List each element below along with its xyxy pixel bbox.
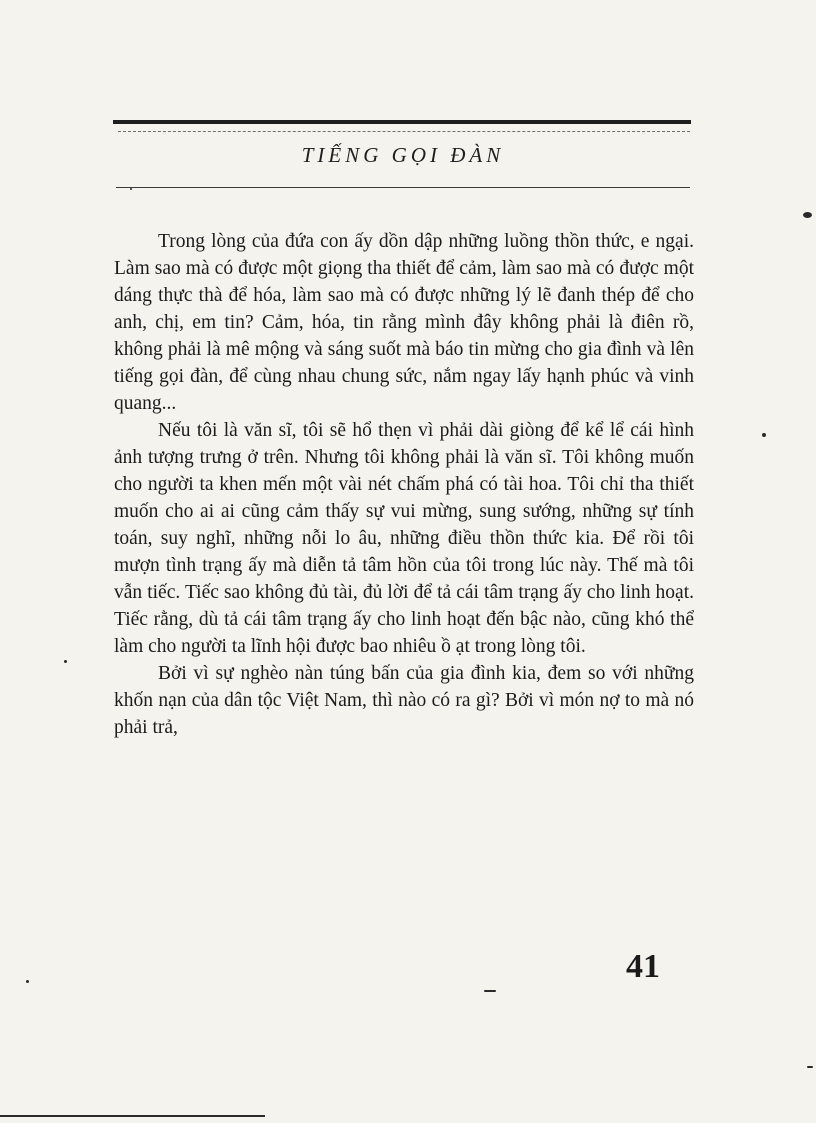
page-number: 41: [626, 948, 660, 985]
scan-speck: [803, 212, 812, 218]
header-thin-rule: [118, 131, 690, 132]
title-underline-rule: [116, 187, 690, 188]
paragraph-2: Nếu tôi là văn sĩ, tôi sẽ hổ thẹn vì phải dài giòng để kể lể cái hình ảnh tượng trưng ở trên. Nhưng tôi không phải là văn sĩ. Tôi không muốn cho người ta khen mến một vài nét chấm phá có tài hoa. Tôi chỉ tha thiết muốn cho ai ai cũng cảm thấy sự vui mừng, sung sướng, những sự tính toán, suy nghĩ, những nỗi lo âu, những điều thồn thức kia. Để rồi tôi mượn tình trạng ấy mà diễn tả tâm hồn của tôi trong lúc này. Thế mà tôi vẫn tiếc. Tiếc sao không đủ tài, đủ lời để tả cái tâm trạng ấy cho linh hoạt. Tiếc rằng, dù tả cái tâm trạng ấy cho linh hoạt đến bậc nào, cũng khó thể làm cho người ta lĩnh hội được bao nhiêu ồ ạt trong lòng tôi.: [114, 420, 694, 657]
chapter-title: TIẾNG GỌI ĐÀN: [301, 143, 505, 167]
paragraph-3: Bởi vì sự nghèo nàn túng bấn của gia đình kia, đem so với những khốn nạn của dân tộc Việt Nam, thì nào có ra gì? Bởi vì món nợ to mà nó phải trả,: [114, 663, 694, 738]
scan-speck: [64, 660, 67, 663]
scan-speck: [26, 980, 29, 983]
scan-speck: [807, 1066, 813, 1068]
body-text: [114, 228, 694, 741]
paragraph-1: Trong lòng của đứa con ấy dồn dập những luồng thồn thức, e ngại. Làm sao mà có được một giọng tha thiết để cảm, làm sao mà có được một dáng thực thà để hóa, làm sao mà có được những lý lẽ đanh thép để cho anh, chị, em tin? Cảm, hóa, tin rằng mình đây không phải là điên rồ, không phải là mê mộng và sáng suốt mà báo tin mừng cho gia đình và lên tiếng gọi đàn, để cùng nhau chung sức, nắm ngay lấy hạnh phúc và vinh quang...: [114, 231, 694, 414]
scan-speck: [762, 433, 766, 437]
scan-speck: [130, 188, 132, 190]
header-thick-rule: [113, 120, 691, 124]
footer-rule: [0, 1115, 265, 1117]
scan-speck: [484, 990, 496, 992]
